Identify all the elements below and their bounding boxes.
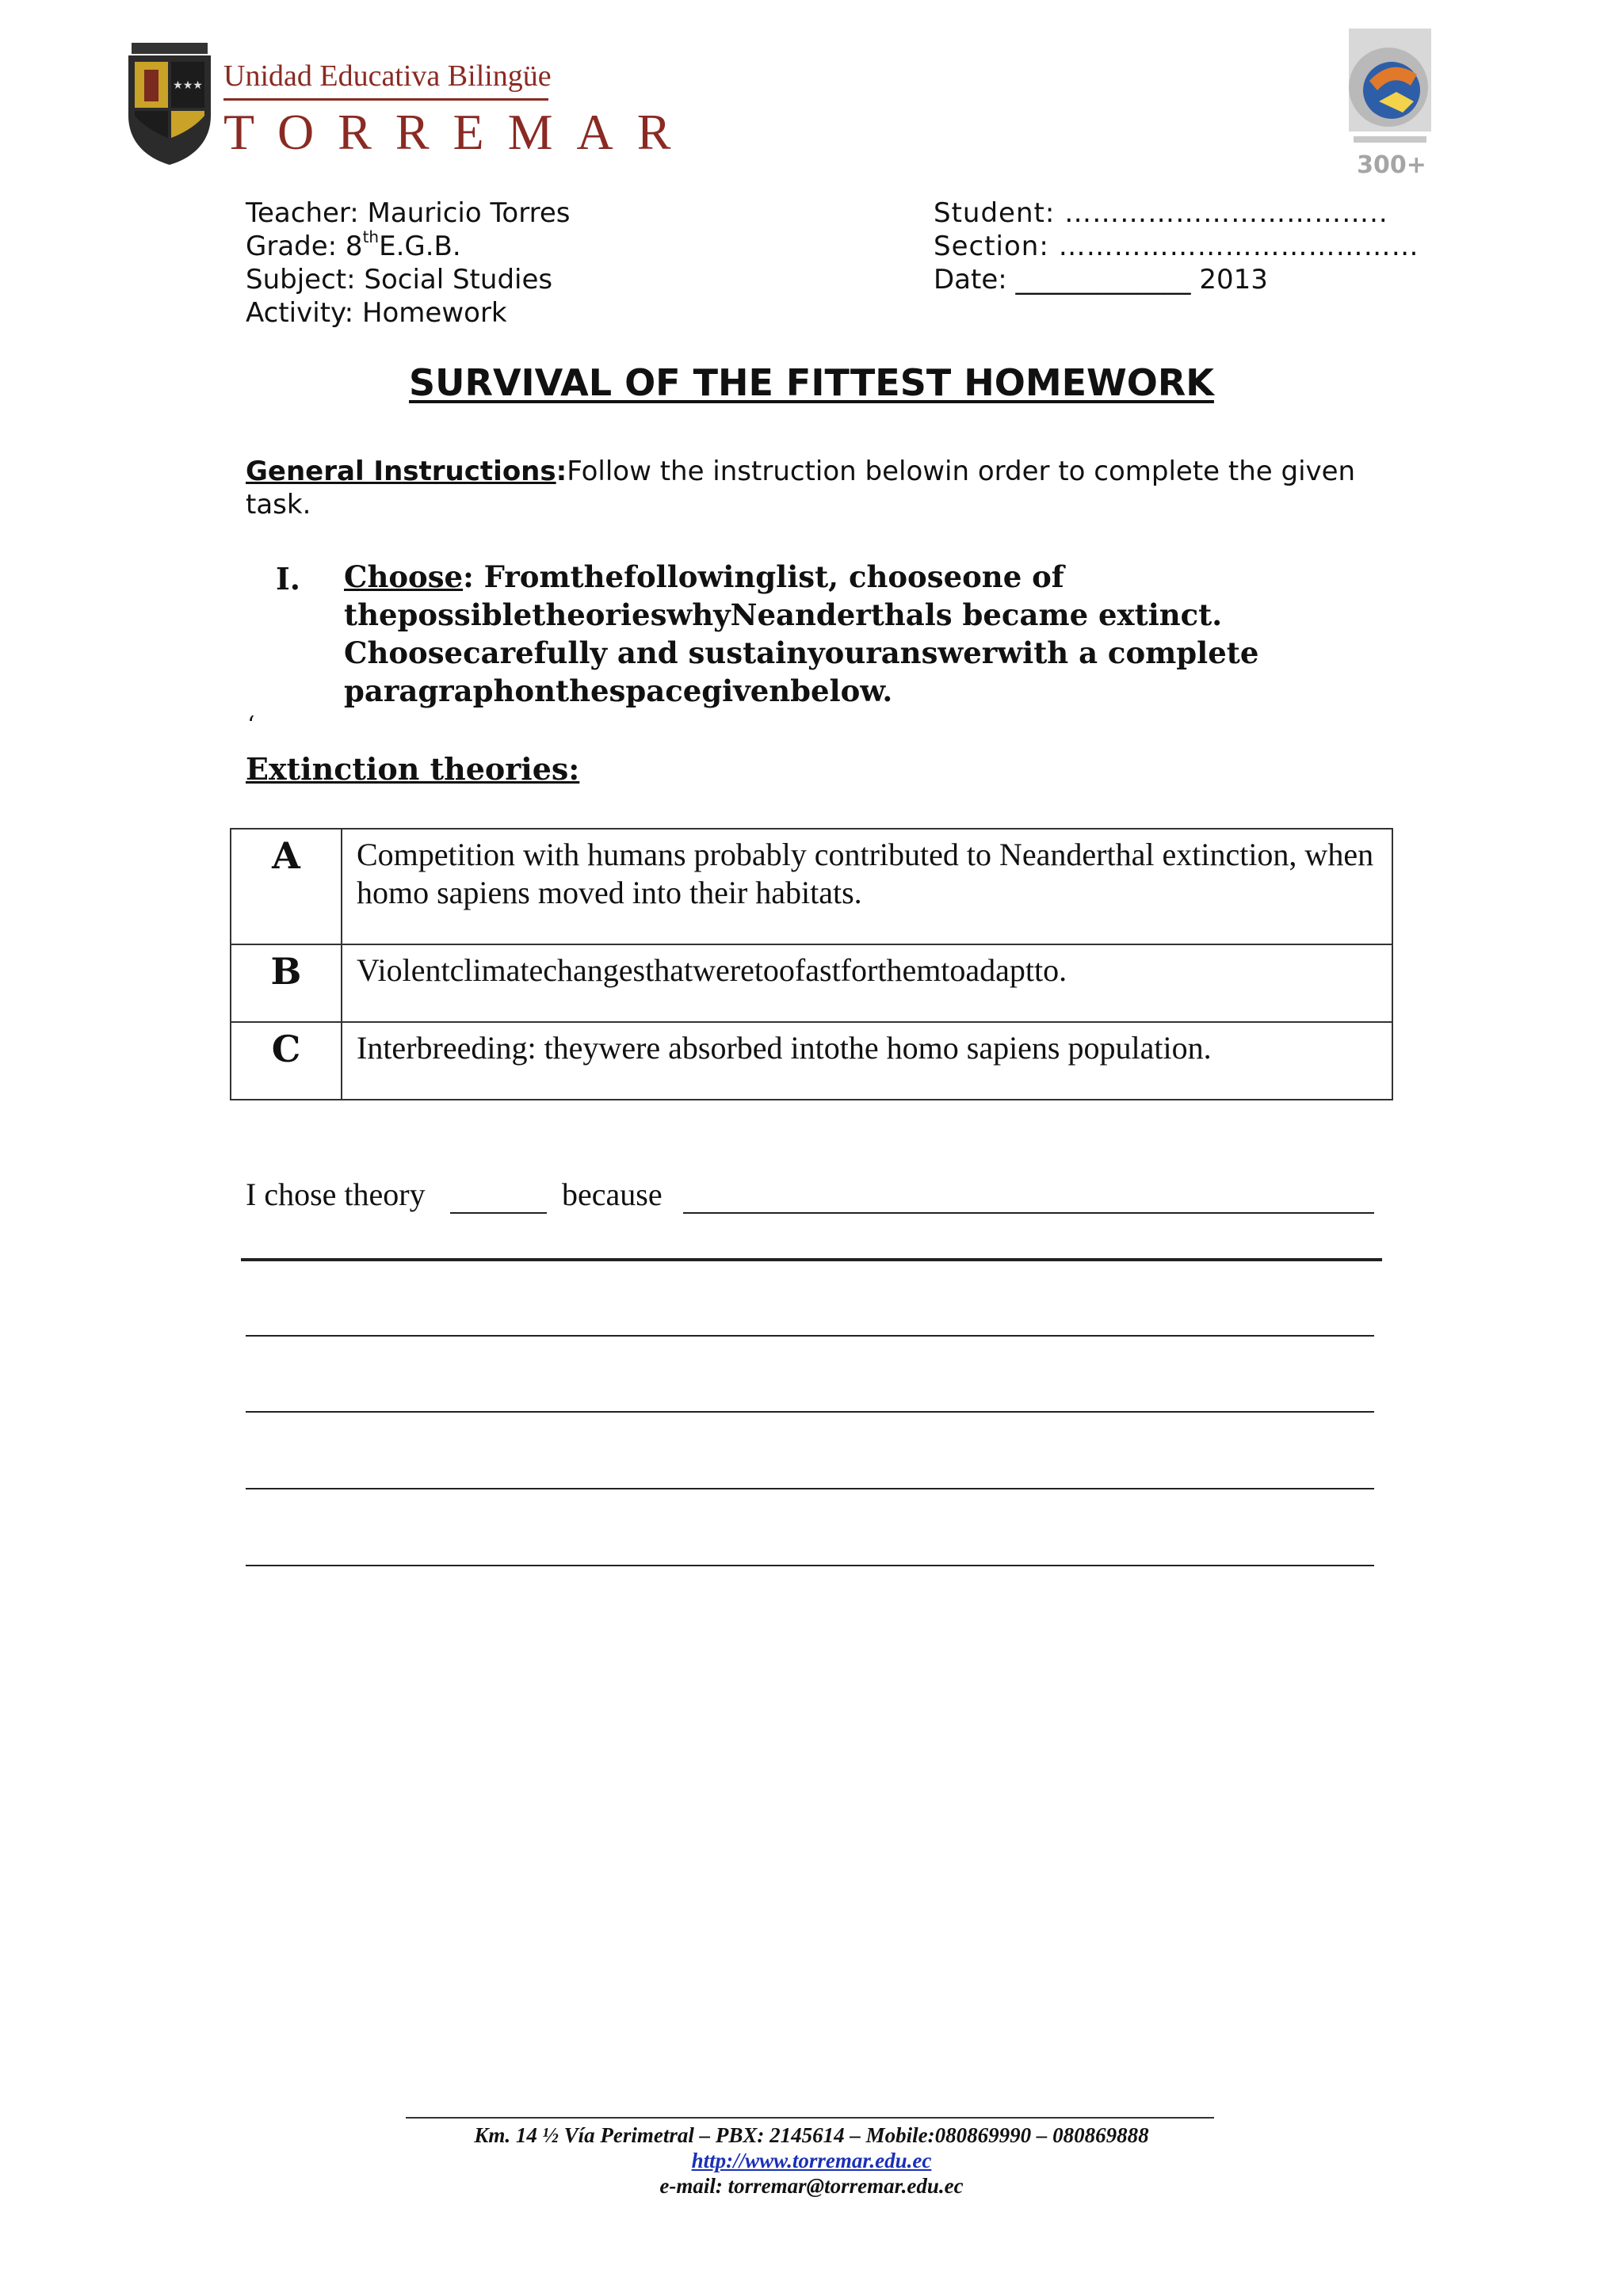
stray-mark: ‘ xyxy=(247,711,255,739)
section-verb: Choose xyxy=(344,559,464,594)
accreditation-badge xyxy=(1331,25,1450,181)
answer-line[interactable] xyxy=(246,1411,1374,1413)
table-row[interactable] xyxy=(231,1022,1392,1100)
instructions-label: General Instructions xyxy=(246,456,556,487)
theory-text: Interbreeding: theywere absorbed intothe homo sapiens population. xyxy=(342,1022,1392,1100)
footer-address: Km. 14 ½ Vía Perimetral – PBX: 2145614 – Mobile:080869990 – 080869888 xyxy=(474,2123,1149,2147)
badge-text: 300+ xyxy=(1357,151,1426,179)
theory-letter: A xyxy=(231,829,342,944)
answer-prompt xyxy=(246,1176,663,1213)
theory-text: Violentclimatechangesthatweretoofastforthemtoadaptto. xyxy=(342,944,1392,1022)
student-field[interactable]: Student: …………………………….. xyxy=(934,197,1388,229)
teacher-field: Teacher: Mauricio Torres xyxy=(246,197,571,229)
subject-field: Subject: Social Studies xyxy=(246,264,553,296)
school-name: Unidad Educativa Bilingüe xyxy=(223,59,552,93)
answer-line[interactable] xyxy=(246,1565,1374,1566)
theories-table xyxy=(230,828,1393,1100)
footer-url-link[interactable]: http://www.torremar.edu.ec xyxy=(691,2149,932,2172)
logo-divider xyxy=(223,98,548,101)
section-number: I. xyxy=(276,561,301,597)
svg-text:★★★: ★★★ xyxy=(173,79,203,92)
school-logo xyxy=(124,41,695,170)
answer-middle: because xyxy=(562,1177,663,1212)
footer-url-row xyxy=(0,2149,1623,2173)
theory-text: Competition with humans probably contributed to Neanderthal extinction, when homo sapiens moved into their habitats. xyxy=(342,829,1392,944)
school-wordmark: TORREMAR xyxy=(223,104,695,160)
table-row[interactable] xyxy=(231,944,1392,1022)
general-instructions: General Instructions:Follow the instruction belowin order to complete the given task. xyxy=(246,456,1356,521)
date-field[interactable]: Date: _____________ 2013 xyxy=(934,264,1268,296)
answer-line[interactable] xyxy=(246,1335,1374,1337)
footer-divider xyxy=(406,2117,1214,2119)
page-title: SURVIVAL OF THE FITTEST HOMEWORK xyxy=(409,361,1214,404)
answer-line[interactable] xyxy=(241,1258,1382,1261)
activity-field: Activity: Homework xyxy=(246,297,507,329)
instructions-text: Follow the instruction belowin order to complete the given task. xyxy=(246,456,1356,521)
reason-blank[interactable] xyxy=(683,1212,1374,1214)
grade-field: Grade: 8thE.G.B. xyxy=(246,227,461,262)
theory-letter: C xyxy=(231,1022,342,1100)
table-row[interactable] xyxy=(231,829,1392,944)
section-instruction xyxy=(344,558,1319,710)
section-text: : Fromthefollowinglist, chooseone of thepossibletheorieswhyNeanderthals became extinct. Choosecarefully and sustainyouranswerwith a complete paragraphonthespacegivenbelow. xyxy=(344,559,1259,708)
crest-icon xyxy=(124,43,216,166)
extinction-theories-heading: Extinction theories: xyxy=(246,751,580,787)
theory-letter: B xyxy=(231,944,342,1022)
award-seal-icon xyxy=(1331,25,1450,181)
theory-choice-blank[interactable] xyxy=(450,1212,547,1214)
section-field[interactable]: Section: ………………………………… xyxy=(934,231,1419,262)
footer-email: e-mail: torremar@torremar.edu.ec xyxy=(659,2174,964,2198)
answer-line[interactable] xyxy=(246,1488,1374,1489)
answer-prefix: I chose theory xyxy=(246,1177,426,1212)
